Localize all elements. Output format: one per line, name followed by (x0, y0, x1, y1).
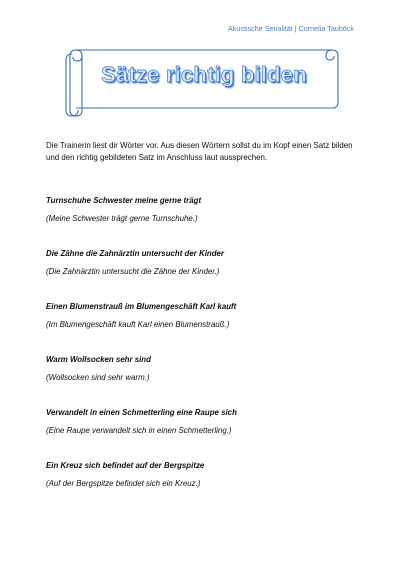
solution-sentence: (Im Blumengeschäft kauft Karl einen Blumenstrauß.) (46, 320, 230, 329)
scrambled-sentence: Verwandelt in einen Schmetterling eine Raupe sich (46, 408, 237, 417)
exercise-item (46, 461, 366, 514)
exercise-item (46, 355, 366, 408)
solution-sentence: (Eine Raupe verwandelt sich in einen Schmetterling.) (46, 426, 232, 435)
scrambled-sentence: Ein Kreuz sich befindet auf der Bergspitze (46, 461, 205, 470)
exercise-item (46, 249, 366, 302)
scrambled-sentence: Einen Blumenstrauß im Blumengeschäft Karl kauft (46, 302, 237, 311)
scrambled-sentence: Warm Wollsocken sehr sind (46, 355, 151, 364)
exercise-item (46, 302, 366, 355)
solution-sentence: (Auf der Bergspitze befindet sich ein Kreuz.) (46, 479, 201, 488)
solution-sentence: (Die Zahnärztin untersucht die Zähne der Kinder.) (46, 267, 220, 276)
solution-sentence: (Wollsocken sind sehr warm.) (46, 373, 150, 382)
exercise-item (46, 196, 366, 249)
exercise-list (46, 196, 366, 514)
solution-sentence: (Meine Schwester trägt gerne Turnschuhe.) (46, 214, 198, 223)
page-header: Akustische Serialität | Cornelia Tauböck (228, 24, 354, 33)
page-title: Sätze richtig bilden (101, 62, 307, 87)
instruction-paragraph: Die Trainerin liest dir Wörter vor. Aus diesen Wörtern sollst du im Kopf einen Satz bilden und den richtig gebildeten Satz im Anschluss laut aussprechen. (46, 141, 353, 162)
exercise-item (46, 408, 366, 461)
scrambled-sentence: Turnschuhe Schwester meine gerne trägt (46, 196, 202, 205)
scrambled-sentence: Die Zähne die Zahnärztin untersucht der Kinder (46, 249, 225, 258)
